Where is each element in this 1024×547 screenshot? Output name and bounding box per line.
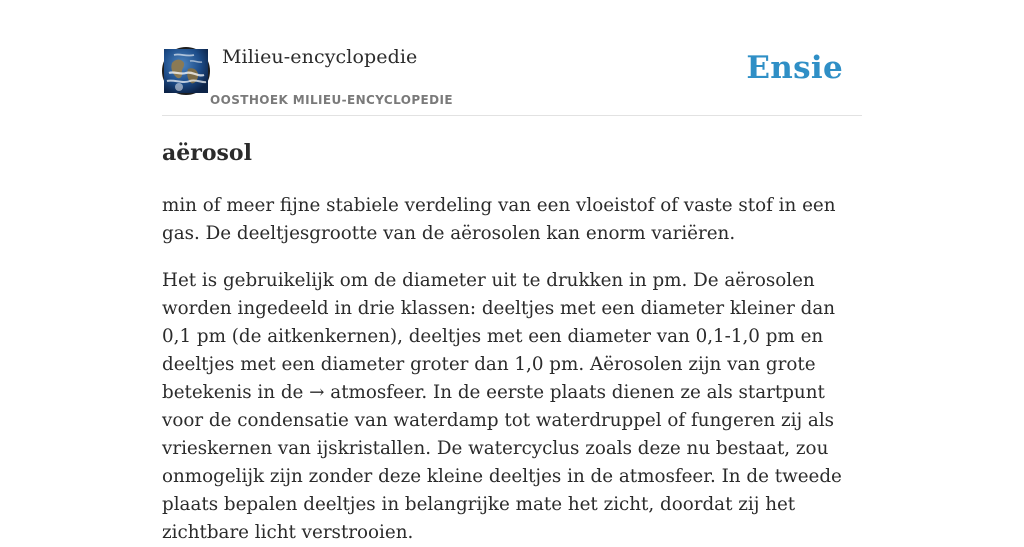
entry-title: aërosol bbox=[162, 140, 252, 166]
entry-paragraph: min of meer fijne stabiele verdeling van een vloeistof of vaste stof in een gas. De deeltjesgrootte van de aërosolen kan enorm variëren. bbox=[162, 195, 836, 244]
site-header bbox=[162, 0, 862, 116]
brand-logo[interactable]: Ensie bbox=[746, 50, 843, 86]
site-title[interactable]: Milieu-encyclopedie bbox=[222, 46, 418, 68]
page bbox=[162, 0, 862, 543]
earth-globe-icon[interactable] bbox=[162, 47, 210, 95]
entry-paragraph: Het is gebruikelijk om de diameter uit te drukken in pm. De aërosolen worden ingedeeld in drie klassen: deeltjes met een diameter kleiner dan 0,1 pm (de aitkenkernen), deeltjes met een diameter van 0,1-1,0 pm en deeltjes met een diameter groter dan 1,0 pm. Aërosolen zijn van grote betekenis in de → atmosfeer. In de eerste plaats dienen ze als startpunt voor de condensatie van waterdamp tot waterdruppel of fungeren zij als vrieskernen van ijskristallen. De watercyclus zoals deze nu bestaat, zou onmogelijk zijn zonder deze kleine deeltjes in de atmosfeer. In de tweede plaats bepalen deeltjes in belangrijke mate het zicht, doordat zij het zichtbare licht verstrooien. bbox=[162, 270, 842, 543]
site-subtitle: OOSTHOEK MILIEU-ENCYCLOPEDIE bbox=[210, 93, 453, 107]
